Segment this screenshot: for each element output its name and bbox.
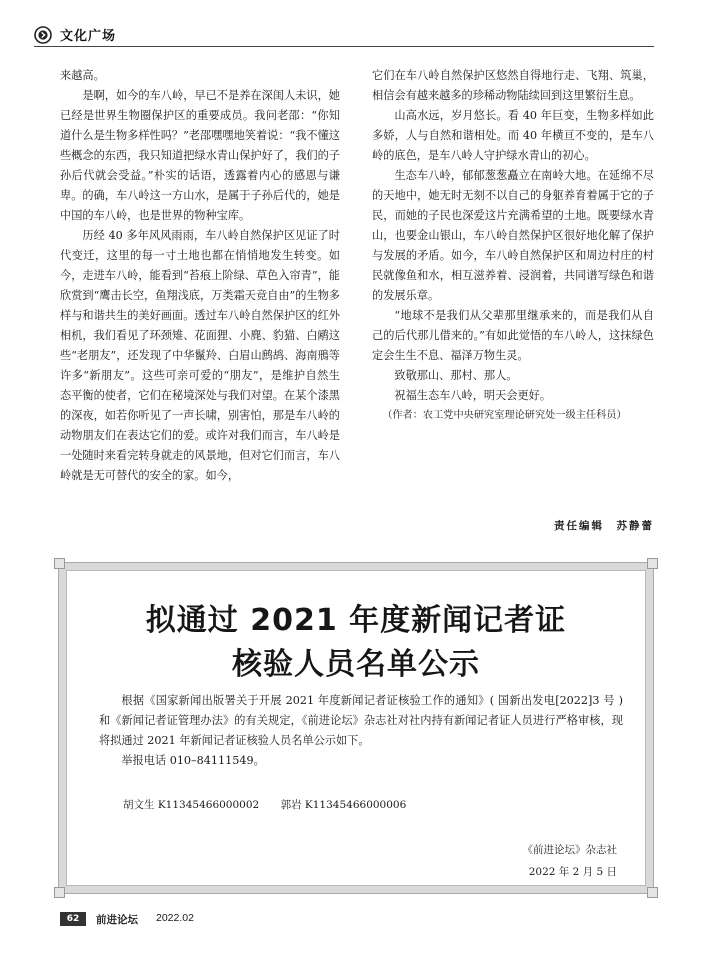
editor-credit: 责任编辑 苏静蕾 — [554, 520, 654, 532]
report-phone: 举报电话 010–84111549。 — [121, 754, 265, 767]
page-number: 62 — [60, 912, 86, 926]
notice-panel — [66, 570, 646, 886]
notice-paragraph: 根据《国家新闻出版署关于开展 2021 年度新闻记者证核验工作的通知》( 国新出发电[2022]3 号 ) 和《新闻记者证管理办法》的有关规定，《前进论坛》杂志社对社内持有新闻记者证人员进行严格审核，现将拟通过 2021 年新闻记者证核验人员名单公示如下。 — [99, 694, 623, 747]
notice-body — [99, 691, 623, 771]
article-column-right — [372, 66, 654, 426]
section-title: 文化广场 — [60, 29, 117, 44]
publisher-signature — [523, 839, 618, 883]
name-list — [123, 797, 424, 812]
article-paragraph: 祝福生态车八岭，明天会更好。 — [394, 389, 552, 402]
circle-arrow-icon — [34, 26, 52, 44]
frame-corner — [54, 887, 65, 898]
name-entry: 胡文生 K11345466000002 — [123, 799, 260, 811]
magazine-name: 前进论坛 — [96, 914, 138, 926]
header-rule — [34, 46, 654, 47]
frame-corner — [54, 558, 65, 569]
author-note: （作者：农工党中央研究室理论研究处一级主任科员） — [382, 410, 627, 421]
article-paragraph: 来越高。 — [60, 69, 105, 82]
frame-corner — [647, 558, 658, 569]
article-column-left — [60, 66, 340, 486]
page-footer — [60, 910, 360, 928]
article-paragraph: 山高水远，岁月悠长。看 40 年巨变，生物多样如此多娇，人与自然和谐相处。而 40 年横亘不变的，是车八岭的底色，是车八岭人守护绿水青山的初心。 — [372, 109, 654, 162]
article-paragraph: 致敬那山、那村、那人。 — [394, 369, 518, 382]
frame-corner — [647, 887, 658, 898]
article-paragraph: “地球不是我们从父辈那里继承来的，而是我们从自己的后代那儿借来的。”有如此觉悟的车八岭人，这抹绿色定会生生不息、福泽万物生灵。 — [372, 309, 654, 362]
article-paragraph: 是啊，如今的车八岭，早已不是养在深闺人未识，她已经是世界生物圈保护区的重要成员。我问老邵：“你知道什么是生物多样性吗？”老邵嘿嘿地笑着说：“我不懂这些概念的东西，我只知道把绿水青山保护好了，我们的子孙后代就会受益。”朴实的话语，透露着内心的感恩与谦卑。的确，车八岭这一方山水，是属于子孙后代的，她是中国的车八岭，也是世界的物种宝库。 — [60, 89, 340, 222]
notice-title-line2: 核验人员名单公示 — [232, 647, 480, 682]
article-paragraph: 它们在车八岭自然保护区悠然自得地行走、飞翔、筑巢，相信会有越来越多的珍稀动物陆续回到这里繁衍生息。 — [372, 69, 654, 102]
publisher-name: 《前进论坛》杂志社 — [522, 844, 617, 856]
name-entry: 郭岩 K11345466000006 — [280, 799, 407, 811]
notice-box — [58, 562, 654, 894]
article-paragraph: 历经 40 多年风风雨雨，车八岭自然保护区见证了时代变迁，这里的每一寸土地也都在悄悄地发生转变。如今，走进车八岭，能看到“苔痕上阶绿、草色入帘青”，能欣赏到“鹰击长空，鱼翔浅底，万类霜天竞自由”的生物多样与和谐共生的美好画面。透过车八岭自然保护区的红外相机，我们看见了环颈雉、花面狸、小麂、豹猫、白鹇这些“老朋友”，还发现了中华鬣羚、白眉山鹧鸪、海南鳽等许多“新朋友”。这些可亲可爱的“朋友”，是维护自然生态平衡的使者，它们在秘境深处与我们对望。在某个漆黑的深夜，如若你听见了一声长啸，别害怕，那是车八岭的动物朋友们在表达它们的爱。或许对我们而言，车八岭是一处随时来看完转身就走的风景地，但对它们而言，车八岭就是无可替代的安全的家。如今， — [60, 229, 340, 482]
notice-date: 2022 年 2 月 5 日 — [528, 866, 617, 878]
magazine-issue: 2022.02 — [156, 912, 194, 924]
section-header — [34, 24, 654, 50]
notice-title-line1: 拟通过 2021 年度新闻记者证 — [145, 603, 567, 638]
article-paragraph: 生态车八岭，郁郁葱葱矗立在南岭大地。在延绵不尽的天地中，她无时无刻不以自己的身躯养育着属于它的子民，而她的子民也深爱这片充满希望的土地。既要绿水青山，也要金山银山，车八岭自然保护区很好地化解了保护与发展的矛盾。如今，车八岭自然保护区和周边村庄的村民就像鱼和水，相互滋养着、浸润着，共同谱写绿色和谐的发展乐章。 — [372, 169, 654, 302]
